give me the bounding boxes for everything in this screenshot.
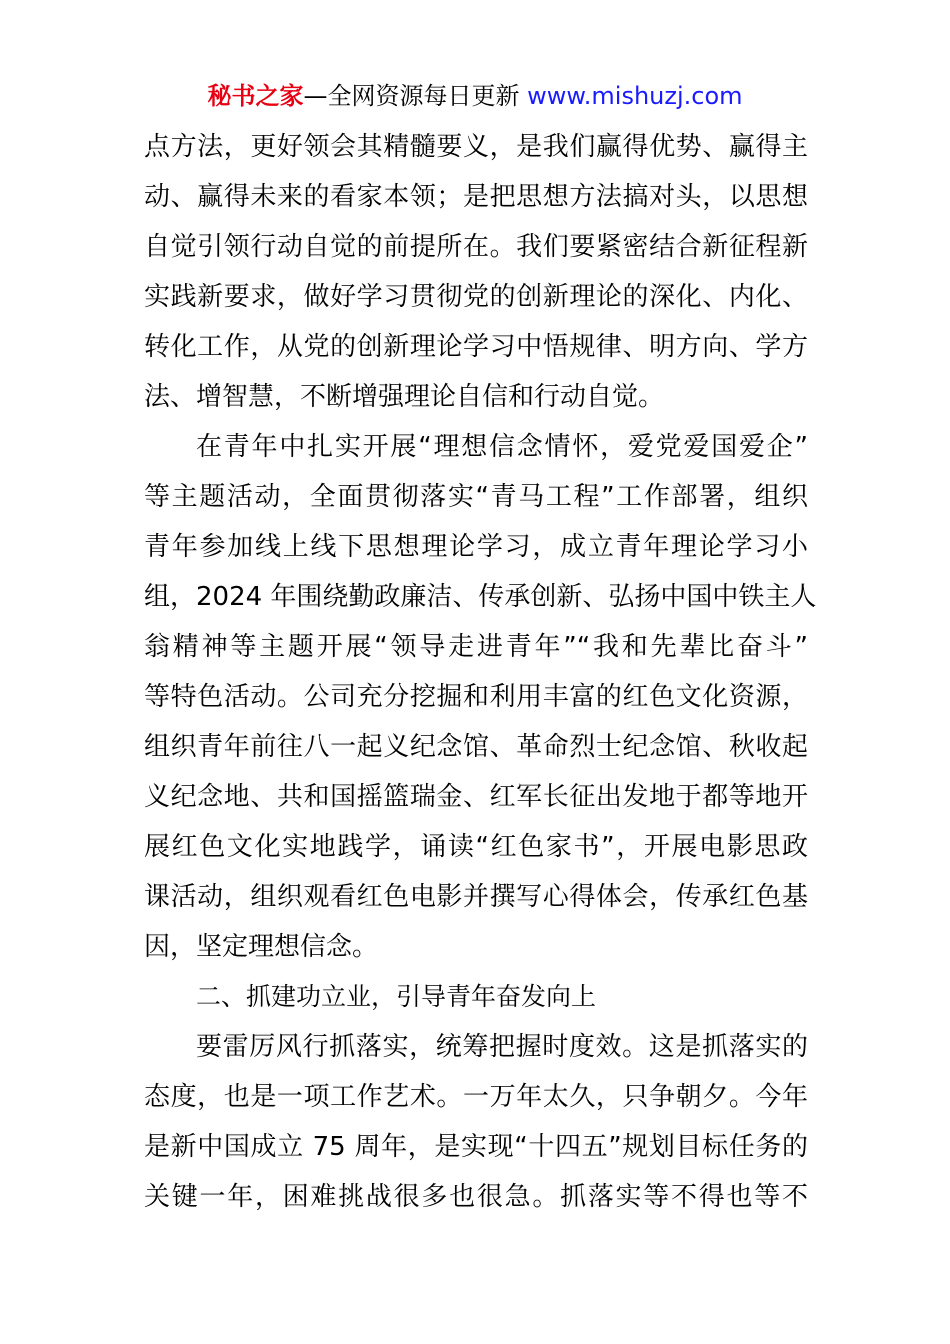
text-line: 展红色文化实地践学，诵读“红色家书”，开展电影思政 [144,832,808,862]
text-line: 青年参加线上线下思想理论学习，成立青年理论学习小 [144,532,808,562]
text-line: 要雷厉风行抓落实，统筹把握时度效。这是抓落实的 [196,1032,808,1062]
brand-name: 秘书之家 [207,82,304,110]
text-line: 动、赢得未来的看家本领；是把思想方法搞对头，以思想 [144,182,808,212]
text-line: 义纪念地、共和国摇篮瑞金、红军长征出发地于都等地开 [144,782,808,812]
text-line: 实践新要求，做好学习贯彻党的创新理论的深化、内化、 [144,282,808,312]
text-line: 翁精神等主题开展“领导走进青年”“我和先辈比奋斗” [144,632,808,662]
header-tagline: —全网资源每日更新 [303,82,520,110]
section-heading: 二、抓建功立业，引导青年奋发向上 [196,982,597,1011]
text-line: 课活动，组织观看红色电影并撰写心得体会，传承红色基 [144,882,808,912]
text-line: 法、增智慧，不断增强理论自信和行动自觉。 [144,382,665,412]
text-line: 态度，也是一项工作艺术。一万年太久，只争朝夕。今年 [144,1082,808,1112]
text-line: 组织青年前往八一起义纪念馆、革命烈士纪念馆、秋收起 [144,732,808,762]
document-body [144,122,817,1222]
text-line: 在青年中扎实开展“理想信念情怀，爱党爱国爱企” [196,432,808,462]
text-line: 关键一年，困难挑战很多也很急。抓落实等不得也等不 [144,1182,808,1212]
text-line: 自觉引领行动自觉的前提所在。我们要紧密结合新征程新 [144,232,808,262]
header-url[interactable]: www.mishuzj.com [527,82,743,110]
text-line: 组，2024 年围绕勤政廉洁、传承创新、弘扬中国中铁主人 [144,582,817,612]
text-line: 因，坚定理想信念。 [144,932,379,962]
text-line: 转化工作，从党的创新理论学习中悟规律、明方向、学方 [144,332,808,362]
text-line: 等特色活动。公司充分挖掘和利用丰富的红色文化资源， [144,682,808,712]
text-line: 等主题活动，全面贯彻落实“青马工程”工作部署，组织 [144,482,808,512]
page-header [0,80,950,112]
text-line: 点方法，更好领会其精髓要义，是我们赢得优势、赢得主 [144,132,808,162]
text-line: 是新中国成立 75 周年，是实现“十四五”规划目标任务的 [144,1132,808,1162]
